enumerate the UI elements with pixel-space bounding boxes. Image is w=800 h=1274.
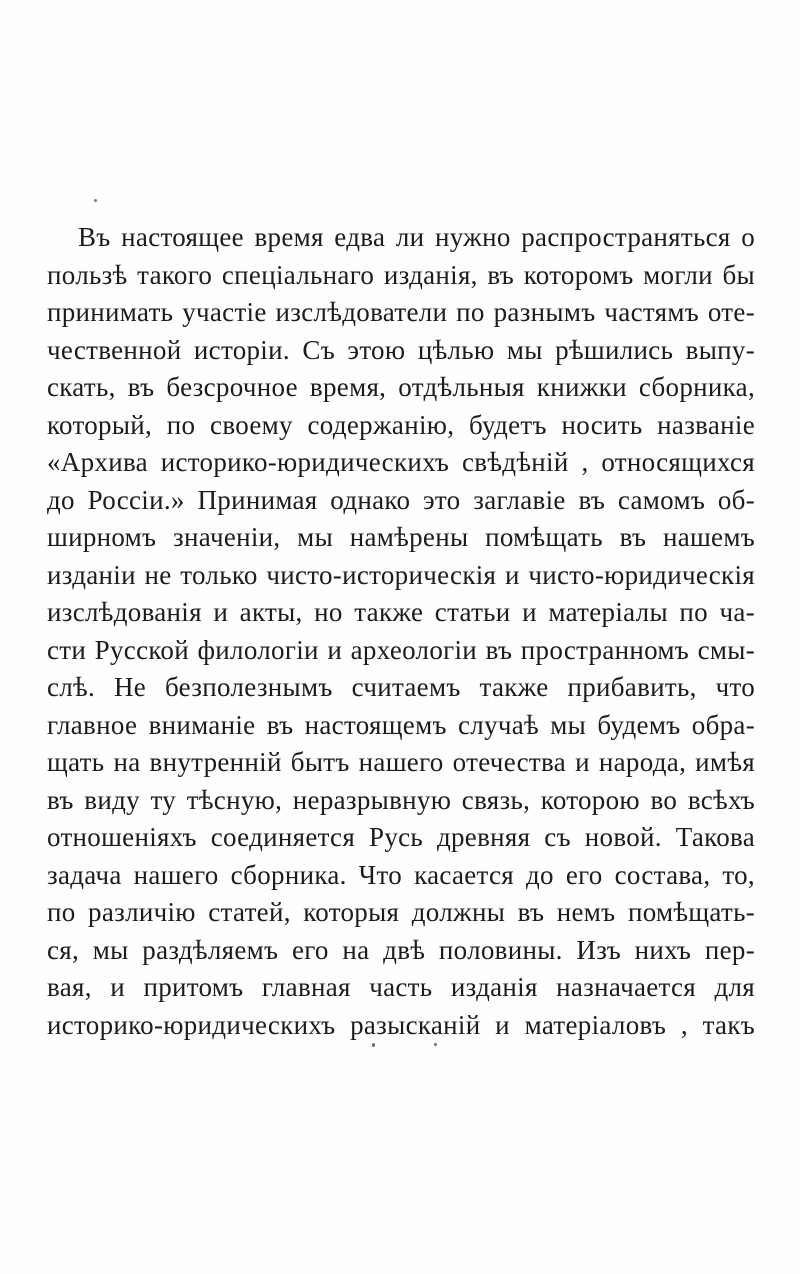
text-line-content: до Россіи.» Принимая однако это заглавіе въ самомъ об- (47, 484, 755, 515)
text-line-content: слѣ. Не безполезнымъ считаемъ также прибавить, что (47, 672, 755, 702)
text-line-content: въ виду ту тѣсную, неразрывную связь, которою во всѣхъ (47, 784, 755, 815)
text-line-content: который, по своему содержанію, будетъ носить названіе (47, 409, 755, 440)
text-line (47, 444, 755, 482)
text-line-content: изданіи не только чисто-историческія и чисто-юридическія (47, 559, 755, 590)
text-line (47, 519, 755, 557)
text-line (47, 669, 755, 707)
text-line-content: изслѣдованія и акты, но также статьи и матеріалы по ча- (47, 597, 755, 627)
text-line (47, 407, 755, 445)
paragraph (47, 219, 755, 1044)
text-line-content: принимать участіе изслѣдователи по разнымъ частямъ оте- (47, 297, 755, 327)
scan-speck (372, 1043, 375, 1047)
text-line-content: чественной исторіи. Съ этою цѣлью мы рѣшились выпу- (47, 334, 755, 365)
scan-speck (94, 199, 97, 202)
text-line-content: ся, мы раздѣляемъ его на двѣ половины. Изъ нихъ пер- (47, 934, 755, 965)
text-line (47, 744, 755, 782)
text-line (47, 1007, 755, 1045)
text-line (47, 894, 755, 932)
text-line (47, 294, 755, 332)
scan-speck (434, 1043, 437, 1046)
text-line (47, 594, 755, 632)
text-line-content: «Архива историко-юридическихъ свѣдѣній , относящихся (47, 447, 755, 477)
text-line (47, 969, 755, 1007)
text-line (47, 482, 755, 520)
text-line-content: сти Русской филологіи и археологіи въ пространномъ смы- (47, 634, 755, 665)
text-line-content: по различію статей, которыя должны въ немъ помѣщать- (47, 897, 755, 927)
text-line-content: ширномъ значеніи, мы намѣрены помѣщать въ нашемъ (47, 522, 755, 552)
text-line (47, 932, 755, 970)
text-line (47, 707, 755, 745)
text-line-content: главное вниманіе въ настоящемъ случаѣ мы будемъ обра- (47, 709, 755, 740)
text-line-content: отношеніяхъ соединяется Русь древняя съ новой. Такова (47, 822, 755, 852)
text-line (47, 369, 755, 407)
text-line (47, 857, 755, 895)
text-line-content: задача нашего сборника. Что касается до его состава, то, (47, 859, 755, 890)
text-line (47, 219, 755, 257)
text-line-content: Въ настоящее время едва ли нужно распространяться о (78, 222, 755, 252)
text-line (47, 819, 755, 857)
text-line (47, 557, 755, 595)
text-line (47, 257, 755, 295)
text-line (47, 782, 755, 820)
text-line (47, 632, 755, 670)
text-line-content: пользѣ такого спеціальнаго изданія, въ которомъ могли бы (47, 259, 755, 290)
text-line-content: скать, въ безсрочное время, отдѣльныя книжки сборника, (47, 372, 755, 402)
text-line (47, 332, 755, 370)
text-line-content: вая, и притомъ главная часть изданія назначается для (47, 972, 755, 1002)
text-line-content: щать на внутренній бытъ нашего отечества и народа, имѣя (47, 747, 755, 777)
text-line-content: историко-юридическихъ разысканій и матеріаловъ , такъ (47, 1009, 755, 1040)
